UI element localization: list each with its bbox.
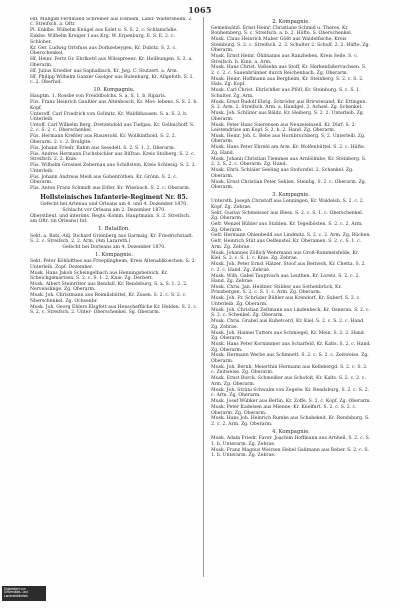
casualty-entry: Musk. Joh. Georg Ehlers Elsgfett aus Henscheffliche Kr. Helden. S. 2. c. S. 2. c. Streifsch. 2. Unter- Oberschenkel. Sg. Oberarm. bbox=[30, 304, 198, 316]
casualty-entry: Musk. Hermann Werbe aus Schmnett. S. 2. c. S. 2. c. Zeitweise. Zg. Oberarm. bbox=[211, 353, 369, 364]
casualty-entry: Musk. Ehrli. Schlaler Seeling aus Stoforsfel. 2. Schenkel. Zg. Oberarm. bbox=[211, 168, 354, 179]
casualty-entry: Musk. Ernst Burck. Schmeißer aus Schofolt, Kr. Kalts. S. 2. c. 2. c. Arm. Zg. Oberarm. bbox=[211, 376, 366, 387]
company-10-entries bbox=[30, 94, 198, 191]
casualty-entry: Musk. Wilh. Gabel Tauptvach aus Leuthen. Kr. Loretz. S. 2. c. 2. Hand. Zg. Zebrae. bbox=[211, 273, 360, 285]
casualty-entry: Musk. Franz Magnus Weirsen Hebel Gaßmann aus Reher. S. 2. c. S. 1. b. Unterarm. Zg. Zebrae. bbox=[211, 447, 369, 459]
casualty-entry: Musk. Joh. Peter Ernst Hätzer. Stoof aus Berneck, Kr. Chetta. S. 2. c. 2. c. Hand. Zg. Zebrae. bbox=[211, 262, 366, 273]
casualty-entry: Sekt. Gustav Schmeisser aus Bless. S. 2. c. S. 1. c. Oberschenkel. Zg. Oberarm. bbox=[211, 210, 364, 222]
casualty-entry: Hauptm. 1. Rossbe von Freiddbolchs. S. a. S. 1. b. Riparis. bbox=[30, 94, 167, 100]
company-2-header: 2. Kompagnie. bbox=[272, 18, 310, 25]
regiment-lines bbox=[30, 202, 198, 213]
casualty-entry: Musk. Carl Christ. Ehrlichfler aus Pföfl, Kr. Steinburg. S. c. S. 1. Schulter. Zg. Arm. bbox=[211, 88, 361, 99]
casualty-entry: Musk. Heinr. Hoffmann aus Bergheim, Kr. Steinberg. S. 2. c. S. 2. Hals. Zg. Kopf. bbox=[211, 76, 364, 88]
casualty-entry: Musk. Hans Jakob Scheingelbach aus Henningsheinich, Kr. Scheichgemartsen. S. 2. c. S. 1. 2. Knie. Zg. Derbert. bbox=[30, 270, 168, 282]
casualty-entry: Hf. Julius Kriedler aus Saphalbach. Kr. Jwg. C. Stutzert. a. Arm. bbox=[30, 68, 179, 74]
casualty-entry: Untoff. Carl Wilhelm Berg. Dretzendold aus Tiefgau. Kr. Gollnichoff. S. 2. c. S. 2. c. Oberschenkel. bbox=[30, 123, 195, 134]
casualty-entry: Untersth. Joseph Christoff aus Lenningen, Kr. Waldelsb. S. 2. c. 2. Kopf. Zg. Zebrae. bbox=[211, 199, 365, 210]
casualty-entry: Füs. Hermann Kreßler aus Ruszerold. Kr. Wollkinthold. S. 2. 2. Oberarm. 2. c. 2. Brufgite. bbox=[30, 134, 177, 145]
page-number: 1065 bbox=[188, 5, 212, 15]
casualty-entry: Hf. Philipp Wilhelm Ganzer Gsolger aus Bulenburg, Kr. Allgefoth. S. 2. c. 2. Oberhof. bbox=[30, 74, 194, 85]
casualty-entry: Musk. Ernst Christian Peter Sehlen. Steinbg. S. 2. c. Oberarm. Zg. Oberarm. bbox=[211, 179, 367, 190]
casualty-entry: Musk. Chris. Jan. Heidner. Stibber aus Sothenbrück, Kr. Prinzbergen. S. 2. c. S. 1. c. Arm. Zg. Oberarm. bbox=[211, 285, 342, 296]
casualty-entry: Füs. Wilhelm Grosinel Zebernau aus Schillstein. Kreis Schlesig. S. 2. 2. Unterleib. bbox=[30, 163, 197, 174]
casualty-entry: Musk. Ernst Heinr. Öhlmanns aus Ranzheben, Kreis Seile. S. c. Streifsch. b. Kinn. a. Arm. bbox=[211, 54, 359, 65]
casualty-entry: Musk. Peter Kadelsen aus Mienne, Kr. Knelfurt. S. 2. c. S. 2. c. Oberarm. Zg. Oberarm. bbox=[211, 405, 357, 416]
casualty-entry: Kr. Ger. Ludwig Ortsfuss aus Dorksebeygen, Kr. Dubitz. S. 2. c. Oberschenkel. bbox=[30, 45, 177, 57]
casualty-entry: Musk. Chris. Grabel aus Kubetcerd, Kr. Kiel. S. 2. c. S. 2. c. Hand. Zg. Zebrae. bbox=[211, 319, 365, 330]
left-column bbox=[30, 17, 198, 565]
casualty-entry: Musk. Joh. Christmann aus Reimilsbüttel, Kr. Zusen. S. 2. c. S. 2. c. Nberschenkel. Zg. Ochsenbr. bbox=[30, 293, 187, 304]
library-stamp bbox=[2, 586, 46, 601]
casualty-entry: Unteroff. Carl Friedrich von Gollnitz, Kr. Waldbhausen. S. a. S. 2. b. Unterleib. bbox=[30, 111, 188, 123]
company-1-entries bbox=[30, 259, 198, 316]
casualty-entry: Füs. Anton Franz Schmidt aus Eifler, Kr. Wiesbach. S. 2. c. Oberarm. bbox=[30, 185, 191, 191]
company-2-entries bbox=[211, 26, 371, 191]
casualty-entry: Enkbe. Wilhelm Kreiger I aus Krg. W. Erpenburg. E. S. E. 2. c. Schlober. bbox=[30, 34, 175, 45]
right-column bbox=[211, 17, 371, 577]
casualty-entry: Musk. Johann Christian Tiemmes aus Arnbölmbe, Kr. Steinberg. S. 2. 2. S. 2. c. Oberarm. Zg. Hand. bbox=[211, 156, 367, 168]
company-1-header: 1. Kompagnie. bbox=[95, 251, 133, 258]
library-stamp-line-3: Landesbibliothek bbox=[4, 594, 28, 599]
killed-line: Gefecht bei Dorleans am 4. Dezember 1870. bbox=[62, 244, 166, 250]
casualty-entry: Pl. Enklbe. Wilhelm Knügel aus Eslet u. S. S. 2. c. Schlamrädie. bbox=[30, 28, 178, 34]
battalion-1-header: 1. Bataillon. bbox=[98, 226, 130, 233]
casualty-entry: Musk. Hans Joh. Heinrich Rumke aus Schabekeit, Kr. Rendsburg. S. 2. c. 2. Arm. Zg. Oberarm. bbox=[211, 416, 370, 427]
casualty-entry: Musk. Josef Wübker aus Berlin. Kr. Zoffe. S. 2. c. Kopf. Zg. Oberarm. bbox=[211, 399, 371, 405]
casualty-entry: Musk. Johannes Zöllich Wehrmann aus Groß-Rummelsfelde, Kr. Kiel. S. 2. c. S. 1. c. Knie. Zg. Zebrae. bbox=[211, 250, 360, 262]
company-3-entries bbox=[211, 199, 371, 427]
battalion-1-entries bbox=[30, 234, 198, 245]
column-divider bbox=[203, 17, 204, 577]
casualty-entry: Musk. Claus Heinrich Maber Gößt aus Waldelfische, Kreis Steinburg. S. 2. c. Streifsch. 2. 2. Schulter 2. Schulf. 2. 2. Hüfte. Zg. Oberarm. bbox=[211, 37, 371, 54]
casualty-entry: Musk. Hans Peter Ehrehl am Arm. Kr. Wolfenbüttel. S. 2. c. Hüfte. Zg. Hand. bbox=[211, 145, 366, 156]
casualty-entry: Sekt. a. Bats.-Adj. Richard Grienberg aus Garmsig, Kr. Friedrichstadt. S. 2. c. Streifsch. 2. 2. Arm. (Am Lazareth.) bbox=[30, 233, 194, 244]
library-stamp-line-1: Digitalisiert von bbox=[4, 586, 26, 591]
casualty-entry: Gefr. Heinrich Stüt aus Oelfenstel. Kr. Oberamen. S. 2. c. S. 1. c. Arm. Zg. Zebrae. bbox=[211, 239, 362, 250]
engagement-line: Schlacht vor Orleans am 2. Dezember 1870. bbox=[62, 207, 166, 213]
regiment-header: Hollsteinisches Infanterie-Regiment Nr. 85. bbox=[40, 194, 188, 202]
casualty-entry: Musk. Joh. Bernh. Meierthin Hermann aus Kellebergd. S. 2. c. S. 2. c. Zeitweise. Zg. Oberarm. bbox=[211, 364, 368, 376]
casualty-entry: Musk. Joh. Strüni Schwalm von Zegelw. Kr. Rendsburg. S. 2. c. S. 2. c. Arm. Zg. Oberarm. bbox=[211, 387, 369, 399]
engagement-line: Gefecht bei Artenau und Orleans am 4. und 4. Dezember 1870. bbox=[40, 201, 188, 207]
casualty-entry: Musk. Joh. Schlüter aus Bäldz. Kr. Heiberg. S. 2. 2. Unterleib. Zg. Oberarm. bbox=[211, 111, 365, 122]
casualty-entry: Musk. Joh. Fr. Schrüder Bühler aus Krendorf, Kr. Suberf. S. 2. c. Unterleib. Zg. Oberarm. bbox=[211, 296, 361, 307]
casualty-entry: Musk. Heinr. Joh. L. Bebe aus Hornbruchberg. S. 2. Unterleib. Zg. Oberarm. bbox=[211, 133, 366, 145]
casualty-entry: Füs. Johann Andreas Meiß aus Gohenröthen. Kr. Grönn. S. 2. c. Oberarm. bbox=[30, 174, 178, 186]
company-4-header: 4. Kompagnie. bbox=[272, 428, 310, 435]
casualty-entry: Hlf. Maßgaß Ferdinand Schreiber aus Elsheim, Land- Waltersheim, 2. c. Streifsch. a. Oftr. bbox=[30, 17, 193, 28]
casualty-entry: Gefr. Wenzel Bühler aus Stahlen. Kr. Tegelbösten. S. 2. c. 2. Arm. Zg. Oberarm. bbox=[211, 222, 363, 233]
company-4-entries bbox=[211, 436, 371, 458]
casualty-entry: Füs. Andres Hermann Fuchsbichler aus Biſſtau. Kreis Stolberg. S. 2. c. Streifsch. 2. 2. Knie. bbox=[30, 151, 196, 163]
company-3-header: 3. Kompagnie. bbox=[272, 191, 310, 198]
casualty-entry: Musk. Joh. Christian Zeltmann aus Lindenbeck, Kr. Osnerau. S. 2. c. S. 2. c. Schenkel. Zg. Oberarm. bbox=[211, 307, 370, 319]
casualty-entry: Musk. Peter Hans Suerensen aus Neuzeleinzell. Kr. Dürf. S. 2. Leistendrüse am Kopf. S. 2. b. 2. Hand. Zg. Oberarm. bbox=[211, 122, 356, 133]
casualty-entry: Musk. Hans Christ. Voßsehn aus Stoff, Kr. Herkenfaßervuchsen. S. 2. c. 2. c. Sauenbrünner durch Reichenbach. Zg. Oberarm. bbox=[211, 65, 367, 76]
staff-line: Oberstlieut. und interims. Regts.-Komm. Hauptmann. S. 2. Streifsch. am Oftr. (in Orleans) Inf. bbox=[30, 213, 191, 225]
casualty-entry: Musk. Albert Steinritter aus Bendall, Kr. Rendsburg. S. a. S. 1. 2. 2. Nervenslinge. Zg. Oberarm. bbox=[30, 282, 188, 293]
casualty-entry: Musk. Ernst Rudolf Ehrig. Schröder aus Brirwiesand, Kr. Ettingen. S. 2. Arm. 2. Streifsch. Arm. a. Handgel. 2. Achsel. Zg. Schenkel. bbox=[211, 99, 367, 111]
casualty-entry: Hf. Heinr. Fertz Gr. Ehrlkettl aus Wilsspreeez, Kr. Heilbungen. S. 2. a. Oberarm. bbox=[30, 57, 193, 68]
casualty-entry: Musk. Adam Friedr. Faver. Joachim Hoffmann aus Arnheil. S. 2. c. S. 1. b. Unterarm. Zg. Zebrae. bbox=[211, 436, 371, 447]
casualty-entry: Füs. Johann Friedr. Rahm aus Sessdelt. S. 2. S. 1. 2. Oberarm. bbox=[30, 145, 176, 151]
library-stamp-line-2: Universitäts- und bbox=[4, 590, 28, 595]
casualty-entry: Musk. Joh. Haimei Tutters aus Schmiegel, Kr. Mein. S. 2. 2. Hand. Zg. Oberarm. bbox=[211, 330, 366, 342]
casualty-entry: Sekt. Peter Köhlidthes aus Froeplingheim, Kreis Altenahlkoechen. S. 2. Unterleib. Zopf. Dezember. bbox=[30, 259, 196, 270]
casualty-entry: Musk. Hans Peter Kornimmer aus Scharfeld, Kr. Kalts. S. 2. c. Hand. Zg. Oberarm. bbox=[211, 342, 371, 353]
casualty-entry: Füs. Franz Heinrich Gaußler aus Altenbosch, Kr. Mos- lebens. S. S. 2. b. Kopf. bbox=[30, 100, 198, 111]
casualty-entry: Gemeinsätzl. Ernst Heinr. Christiane Schmid u. Theres. Kr. Bonhemberg. S. c. Streifsch. a. b. 2. Hüfte. S. Oberschenkel. bbox=[211, 25, 353, 37]
left-top-entries bbox=[30, 17, 198, 85]
casualty-entry: Gefr. Hermann Ohlenbedd aus Lindmitz. S. 2. c. 2. Arm. Zg. Rücken. bbox=[211, 233, 371, 239]
company-10-header: 10. Kompagnie. bbox=[93, 86, 135, 93]
